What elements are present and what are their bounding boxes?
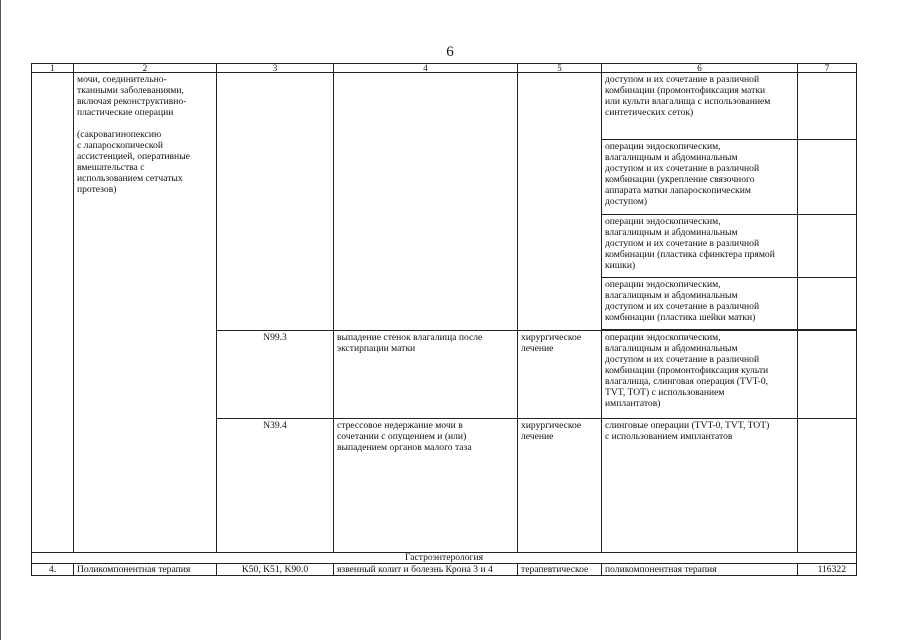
- table-row: [32, 73, 857, 140]
- code-cell: [217, 73, 334, 331]
- section-header-row: [32, 553, 857, 564]
- cost-cell: 116322: [798, 564, 857, 576]
- page-left-edge: [0, 0, 1, 640]
- diagnosis-cell: выпадение стенок влагалища после экстирпации матки: [334, 331, 518, 419]
- cost-cell: [798, 419, 857, 553]
- column-number: 6: [602, 64, 798, 73]
- care-type-note: (сакровагинопексию с лапароскопической ассистенцией, оперативные вмешательства с использованием сетчатых протезов): [77, 129, 190, 195]
- code-cell: N39.4: [217, 419, 334, 553]
- care-type-cell: [74, 73, 217, 553]
- code-cell: N99.3: [217, 331, 334, 419]
- diagnosis-cell: стрессовое недержание мочи в сочетании с опущением и (или) выпадением органов малого таза: [334, 419, 518, 553]
- column-numbers-row: [32, 64, 857, 73]
- method-cell: поликомпонентная терапия: [602, 564, 798, 576]
- cost-cell: [798, 215, 857, 278]
- diagnosis-cell: язвенный колит и болезнь Крона 3 и 4: [334, 564, 518, 576]
- column-number: 3: [217, 64, 334, 73]
- column-number: 7: [798, 64, 857, 73]
- column-number: 4: [334, 64, 518, 73]
- method-cell: операции эндоскопическим, влагалищным и абдоминальным доступом и их сочетание в различной комбинации (промонтофиксация культи влагалища, слинговая операция (TVT-0, TVT, TOT) с использованием имплантатов): [602, 331, 798, 419]
- cost-cell: [798, 140, 857, 215]
- method-cell: операции эндоскопическим, влагалищным и абдоминальным доступом и их сочетание в различной комбинации (пластика сфинктера прямой кишки): [602, 215, 798, 278]
- column-number: 2: [74, 64, 217, 73]
- care-type-text: мочи, соединительно- тканными заболеваниями, включая реконструктивно- пластические операции: [77, 74, 187, 118]
- page-number: 6: [446, 44, 454, 60]
- method-cell: доступом и их сочетание в различной комбинации (промонтофиксация матки или культи влагалища с использованием синтетических сеток): [602, 73, 798, 140]
- medical-care-table: [31, 63, 857, 576]
- method-cell: операции эндоскопическим, влагалищным и абдоминальным доступом и их сочетание в различной комбинации (пластика шейки матки): [602, 278, 798, 330]
- treatment-cell: терапевтическое: [518, 564, 602, 576]
- table-row: [32, 564, 857, 576]
- column-number: 1: [32, 64, 74, 73]
- method-cell: операции эндоскопическим, влагалищным и абдоминальным доступом и их сочетание в различной комбинации (укрепление связочного аппарата матки лапароскопическим доступом): [602, 140, 798, 215]
- column-number: 5: [518, 64, 602, 73]
- cost-cell: [798, 278, 857, 330]
- section-title: Гастроэнтерология: [32, 553, 857, 564]
- cost-cell: [798, 73, 857, 140]
- treatment-cell: хирургическое лечение: [518, 419, 602, 553]
- treatment-cell: [518, 73, 602, 331]
- cost-cell: [798, 331, 857, 419]
- treatment-cell: хирургическое лечение: [518, 331, 602, 419]
- code-cell: K50, K51, K90.0: [217, 564, 334, 576]
- care-type-cell: Поликомпонентная терапия: [74, 564, 217, 576]
- row-number-cell: [32, 73, 74, 553]
- row-number-cell: 4.: [32, 564, 74, 576]
- method-cell: слинговые операции (TVT-0, TVT, TOT) с использованием имплантатов: [602, 419, 798, 553]
- diagnosis-cell: [334, 73, 518, 331]
